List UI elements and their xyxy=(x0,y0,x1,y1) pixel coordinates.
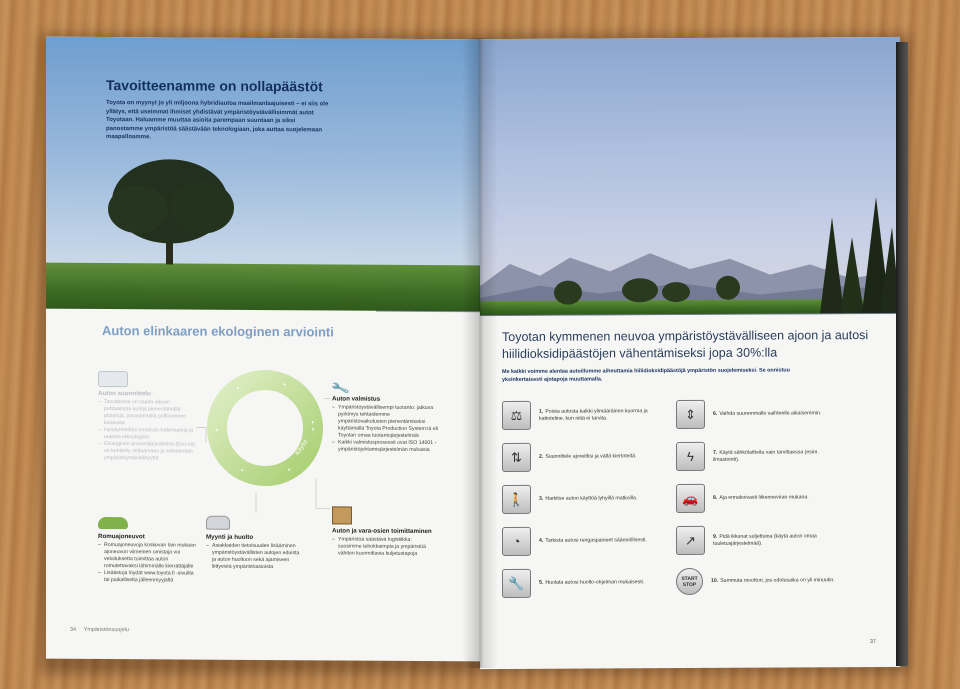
tip-number: 9. xyxy=(713,533,718,540)
electric-icon: ϟ xyxy=(676,442,705,471)
tip-number: 8. xyxy=(713,494,718,501)
book-cover-edge xyxy=(896,42,908,666)
manufacturing-title: Auton valmistus xyxy=(332,395,381,403)
design-item: – Hyödynnetään kestäviä materiaaleja ja uusinta teknologiaa xyxy=(98,427,198,442)
manufacturing-item: – Kaikki valmistusprosessit ovat ISO 14001 -ympäristöjohtamisjärjestelmän mukaisia xyxy=(332,439,438,454)
tip-text: Pidä ikkunat suljettuina (käytä auton omaa tuuletusjärjestelmää). xyxy=(713,532,817,547)
sales-title: Myynti ja huolto xyxy=(206,533,254,541)
footer-section: Ympäristönsuojelu xyxy=(83,626,129,634)
recycling-item: – Lisätietoja löydät www.toyota.fi -sivuilta tai paikalliselta jälleenmyyjältä xyxy=(98,570,198,585)
right-page xyxy=(480,37,900,669)
tip-item xyxy=(676,567,841,595)
window-icon: ↗ xyxy=(676,526,705,555)
pressure-gauge-icon: ◔ xyxy=(502,527,531,556)
tip-number: 6. xyxy=(713,410,718,417)
design-item: – Tavoitteena on saada aikaan puhtaampia autoja pienentämällä päästöjä, parantamalla polttoaineen kulutusta xyxy=(98,399,198,428)
tip-number: 10. xyxy=(711,577,719,584)
recycling-title: Romuajoneuvot xyxy=(98,532,145,541)
tips-title: Toyotan kymmenen neuvoa ympäristöystävälliseen ajoon ja autosi hiilidioksidipäästöjen vähentämiseksi jopa 30%:lla xyxy=(502,328,869,361)
wrench-icon: 🔧 xyxy=(330,378,351,399)
tip-text: Harkitse auton käyttöä lyhyillä matkoilla. xyxy=(545,495,638,502)
connector-lines xyxy=(46,37,480,662)
page-number: 34 xyxy=(70,626,77,633)
wrench-icon: 🔧 xyxy=(502,569,531,598)
forest-illustration xyxy=(480,197,900,315)
tip-item xyxy=(502,568,669,598)
logistics-title: Auton ja vara-osien toimittaminen xyxy=(332,527,432,536)
start-stop-icon: START STOP xyxy=(676,568,703,595)
tip-item xyxy=(502,484,669,514)
tip-number: 2. xyxy=(539,453,544,460)
sales-item: – Asiakkaiden tietoisuuden lisääminen ympäristöystävällisten autojen eduista ja auton huoltoon sekä ajamiseen liittyvistä ympäristöasioista xyxy=(206,543,302,572)
tip-item xyxy=(502,442,669,472)
design-item: – Ekologinen arviointijärjestelmä (Eco-va) on kehitetty mittaamaan ja edistämään ympäristöystävällisyyttä xyxy=(98,441,198,463)
tip-text: Tarkista autosi rengaspaineet säännöllisesti. xyxy=(545,537,647,544)
tip-item xyxy=(676,483,843,513)
ring-label: Käyttö xyxy=(294,439,310,457)
tip-text: Aja ennakoivasti liikenneviran mukana. xyxy=(719,494,809,501)
design-title: Auton suunnittelu xyxy=(98,389,151,398)
tip-number: 5. xyxy=(539,579,544,586)
tip-item xyxy=(502,526,669,556)
car-icon: 🚗 xyxy=(676,484,705,513)
weight-icon: ⚖ xyxy=(502,401,531,430)
tip-item xyxy=(502,400,669,430)
tip-item xyxy=(676,441,843,471)
tip-number: 3. xyxy=(539,495,544,502)
recycling-item: – Romuajoneuvoja koskevan lain mukaan ajoneuvon viimeinen omistaja voi veloituksetta toimittaa auton romutettavaksi lähimmälle kierrättäjälle xyxy=(98,542,198,571)
tip-number: 7. xyxy=(713,449,718,456)
tip-text: Vaihda suuremmalle vaihteelle aikaisemmin. xyxy=(719,410,822,417)
left-page xyxy=(46,37,480,662)
tip-text: Käytä sähkölaitteita vain tarvittaessa (esim. ilmastointi). xyxy=(713,448,819,463)
gear-shift-icon: ⇕ xyxy=(676,400,705,429)
logistics-item: – Ympäristöä säästävä logistiikka: suosimme tehokkaimpia ja ympäristöä vähiten kuormittavia kuljetustapoja xyxy=(332,536,432,558)
intro-text: Toyota on myynyt jo yli miljoona hybridiautoa maailmanlaajuisesti – ei siis ole yllätys, että useimmat ihmiset yhdistävät ympäristöystävällisimmät autot Toyotaan. Haluamme muuttaa asioita parempaan suuntaan ja siksi panostamme ympäristöä säästävään teknologiaan, joka auttaa suojelemaan maapalloamme. xyxy=(106,100,329,141)
tip-item xyxy=(676,525,843,555)
tip-text: Suunnittele ajoreittisi ja vältä kiertoteitä. xyxy=(545,453,637,460)
tip-number: 1. xyxy=(539,408,544,415)
tip-item xyxy=(676,399,843,429)
section-title: Auton elinkaaren ekologinen arviointi xyxy=(102,323,334,340)
walking-icon: 🚶 xyxy=(502,485,531,514)
route-icon: ⇅ xyxy=(502,443,531,472)
tip-text: Sammuta moottori, jos odotusaika on yli minuutin. xyxy=(720,577,835,584)
page-footer xyxy=(70,627,129,633)
manufacturing-item: – Ympäristöystävällisempi tuotanto: jatkuva pyrkimys tehtaidemme ympäristövaikutusten pienentämiseksi käyttämällä Toyota Production System:iä eli Toyotan omaa tuotantojärjestelmää xyxy=(332,404,438,440)
tip-number: 4. xyxy=(539,537,544,544)
tips-intro: Me kaikki voimme alentaa autoillumme aiheuttamia hiilidioksidipäästöjä ympäristön suojelemiseksi. Se onnistuu yksinkertaisesti ajotapoja muuttamalla. xyxy=(502,367,790,383)
tip-text: Poista autosta kaikki ylimääräinen kuorma ja kattoteline, kun niitä ei tarvita. xyxy=(539,407,648,422)
tip-text: Huolata autosi huolto-ohjelman mukaisesti. xyxy=(545,579,645,586)
page-number: 37 xyxy=(869,639,876,646)
page-headline: Tavoitteenamme on nollapäästöt xyxy=(106,77,323,95)
